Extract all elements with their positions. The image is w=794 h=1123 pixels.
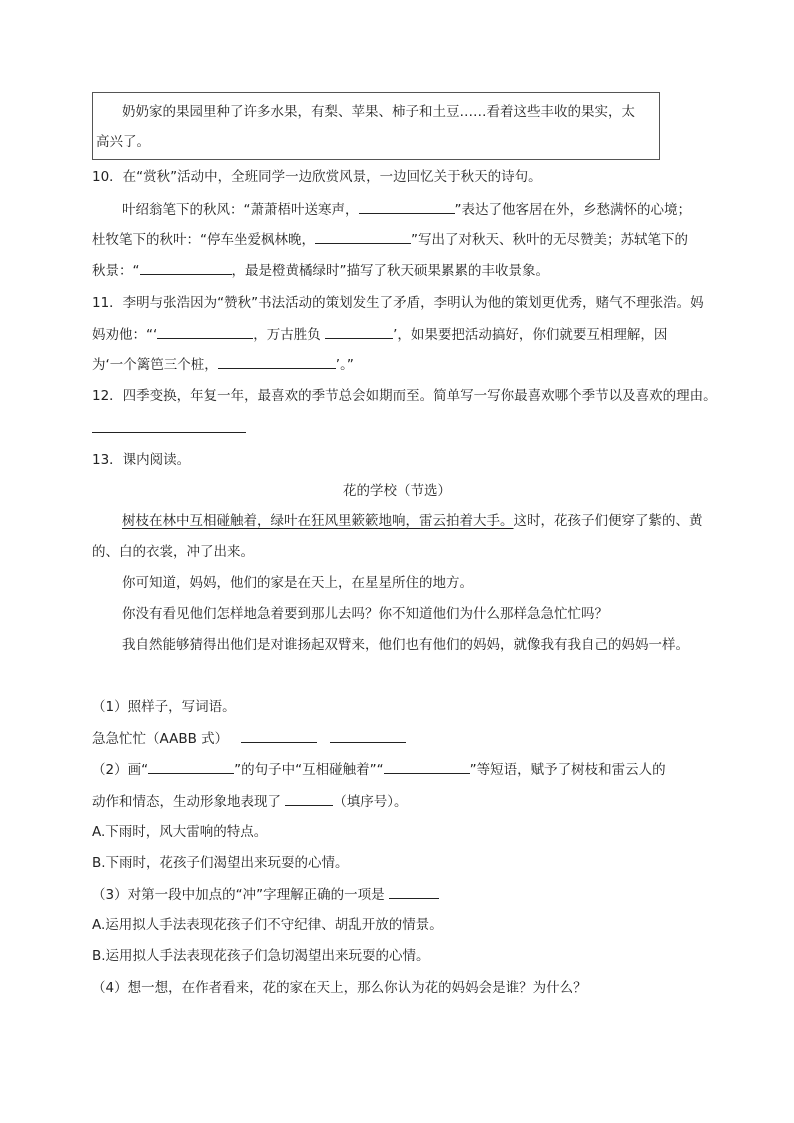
answer-blank[interactable] — [389, 884, 439, 899]
q11-prompt: 11．李明与张浩因为“赞秋”书法活动的策划发生了矛盾，李明认为他的策划更优秀，赌气不理张浩。妈 — [92, 295, 704, 311]
answer-blank[interactable] — [330, 728, 406, 743]
answer-blank[interactable] — [285, 791, 333, 806]
answer-blank[interactable] — [148, 759, 234, 774]
option-2a: A.下雨时，风大雷响的特点。 — [92, 824, 268, 840]
reading-paragraph-1-cont: 的、白的衣裳，冲了出来。 — [92, 544, 254, 560]
box-line-2: 高兴了。 — [96, 134, 150, 150]
sub-question-3: （3）对第一段中加点的“冲”字理解正确的一项是 — [92, 884, 439, 905]
answer-blank[interactable] — [140, 260, 232, 275]
reading-paragraph-3: 你没有看见他们怎样地急着要到那儿去吗？你不知道他们为什么那样急急忙忙吗？ — [122, 606, 608, 622]
answer-blank[interactable] — [241, 728, 317, 743]
sub-question-2: （2）画“ ”的句子中“互相碰触着”“ ”等短语，赋予了树枝和雷云人的 — [92, 759, 666, 780]
q10-line-4: 秋景：“ ，最是橙黄橘绿时”描写了秋天硕果累累的丰收景象。 — [92, 260, 549, 281]
answer-blank[interactable] — [384, 759, 470, 774]
box-line-1: 奶奶家的果园里种了许多水果，有梨、苹果、柿子和土豆……看着这些丰收的果实，太 — [122, 104, 635, 120]
sub-question-1-example: 急急忙忙（AABB 式） — [92, 728, 406, 749]
option-2b: B.下雨时，花孩子们渴望出来玩耍的心情。 — [92, 855, 349, 871]
q11-line-3: 为‘一个篱笆三个桩， ’。” — [92, 354, 354, 375]
answer-blank[interactable] — [315, 229, 411, 244]
q10-line-2: 叶绍翁笔下的秋风：“萧萧梧叶送寒声， ”表达了他客居在外，乡愁满怀的心境； — [122, 199, 691, 220]
q10-line-3: 杜牧笔下的秋叶：“停车坐爱枫林晚， ”写出了对秋天、秋叶的无尽赞美；苏轼笔下的 — [92, 229, 688, 250]
reading-paragraph-1: 树枝在林中互相碰触着，绿叶在狂风里簌簌地响，雷云拍着大手。这时，花孩子们便穿了紫的、黄 — [122, 513, 703, 529]
q12-prompt: 12．四季变换，年复一年，最喜欢的季节总会如期而至。简单写一写你最喜欢哪个季节以及喜欢的理由。 — [92, 388, 717, 404]
reading-paragraph-2: 你可知道，妈妈，他们的家是在天上，在星星所住的地方。 — [122, 575, 473, 591]
reading-paragraph-4: 我自然能够猜得出他们是对谁扬起双臂来，他们也有他们的妈妈，就像我有我自己的妈妈一样。 — [122, 637, 689, 653]
answer-blank[interactable] — [92, 418, 246, 433]
option-3a: A.运用拟人手法表现花孩子们不守纪律、胡乱开放的情景。 — [92, 917, 443, 933]
q10-prompt: 10．在“赏秋”活动中，全班同学一边欣赏风景，一边回忆关于秋天的诗句。 — [92, 169, 542, 185]
answer-blank[interactable] — [359, 199, 455, 214]
underlined-sentence: 树枝在林中互相碰触着，绿叶在狂风里簌簌地响，雷云拍着大手。 — [122, 513, 514, 529]
sub-question-1: （1）照样子，写词语。 — [92, 699, 236, 715]
option-3b: B.运用拟人手法表现花孩子们急切渴望出来玩耍的心情。 — [92, 948, 430, 964]
sub-question-2-cont: 动作和情态，生动形象地表现了 （填序号）。 — [92, 791, 408, 812]
q12-answer-line[interactable] — [92, 418, 246, 439]
answer-blank[interactable] — [325, 324, 393, 339]
sub-question-4: （4）想一想，在作者看来，花的家在天上，那么你认为花的妈妈会是谁？为什么？ — [92, 980, 587, 996]
answer-blank[interactable] — [157, 324, 253, 339]
q13-prompt: 13．课内阅读。 — [92, 452, 191, 468]
answer-blank[interactable] — [218, 354, 336, 369]
q11-line-2: 妈劝他：“‘ ，万古胜负 ’，如果要把活动搞好，你们就要互相理解，因 — [92, 324, 667, 345]
reading-title: 花的学校（节选） — [343, 483, 451, 499]
